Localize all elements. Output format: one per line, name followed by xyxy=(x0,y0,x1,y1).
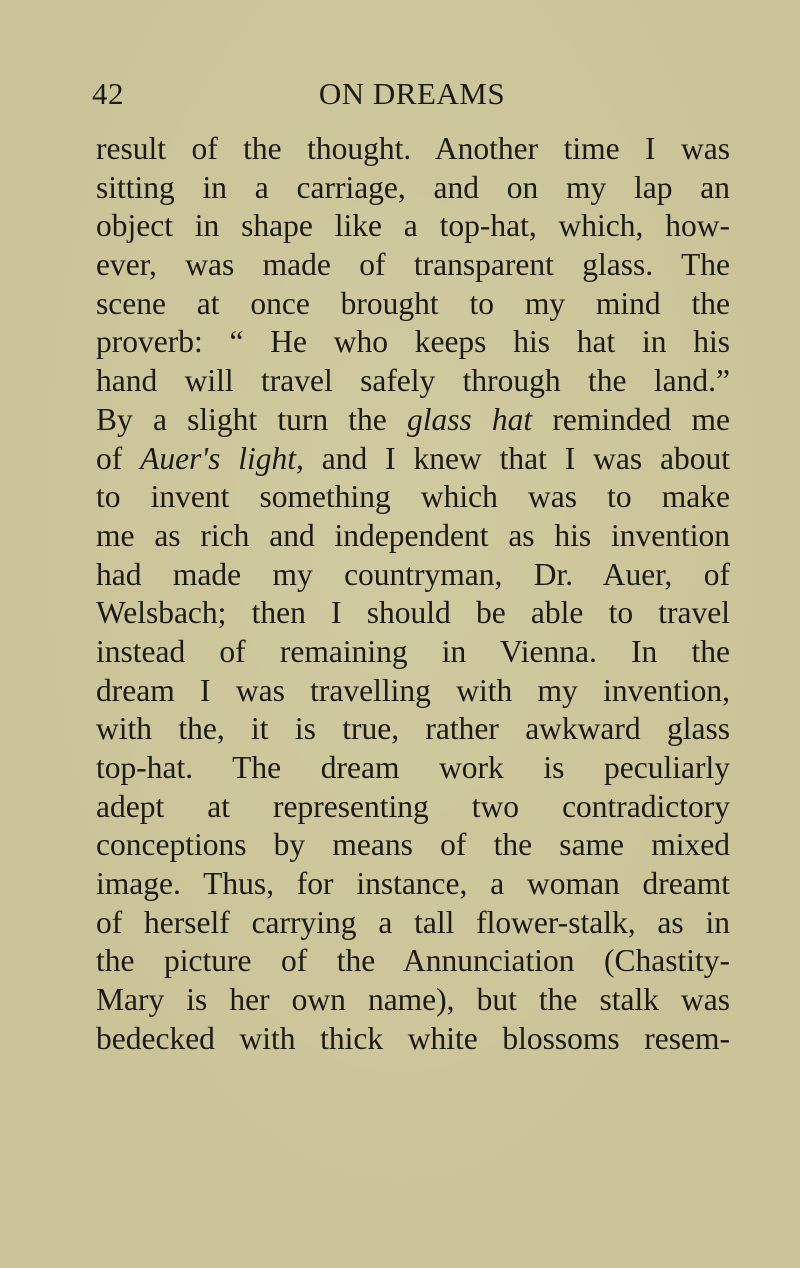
text-line: object in shape like a top-hat, which, how- xyxy=(96,208,730,244)
text-line: image. Thus, for instance, a woman dreamt xyxy=(96,866,730,902)
text-line: bedecked with thick white blossoms resem- xyxy=(96,1020,730,1056)
text-line: top-hat. The dream work is peculiarly xyxy=(96,750,730,785)
text-line: dream I was travelling with my invention, xyxy=(96,672,730,708)
italic-phrase: Auer's light, xyxy=(140,440,304,476)
text-segment: By a slight turn the xyxy=(96,401,407,437)
text-line: to invent something which was to make xyxy=(96,479,730,515)
text-segment: reminded me xyxy=(532,401,730,437)
text-line: result of the thought. Another time I was xyxy=(96,131,730,166)
page-header xyxy=(92,76,732,120)
text-line: hand will travel safely through the land.” xyxy=(96,363,730,399)
text-segment: and I knew that I was about xyxy=(303,440,730,476)
text-line: instead of remaining in Vienna. In the xyxy=(96,633,730,669)
text-line: conceptions by means of the same mixed xyxy=(96,827,730,863)
text-line: scene at once brought to my mind the xyxy=(96,285,730,321)
italic-phrase: glass hat xyxy=(406,401,533,437)
text-line: Mary is her own name), but the stalk was xyxy=(96,982,730,1018)
text-line: proverb: “ He who keeps his hat in his xyxy=(96,324,730,360)
text-line: ever, was made of transparent glass. The xyxy=(96,247,730,283)
text-line: had made my countryman, Dr. Auer, of xyxy=(96,556,730,592)
text-line: sitting in a carriage, and on my lap an xyxy=(96,169,730,205)
text-line: with the, it is true, rather awkward glass xyxy=(96,711,730,747)
text-line: of herself carrying a tall flower-stalk, as in xyxy=(96,904,730,940)
page-number: 42 xyxy=(92,76,124,111)
body-text xyxy=(96,130,730,1059)
text-line-with-italic xyxy=(96,401,730,440)
text-line: Welsbach; then I should be able to travel xyxy=(96,595,730,631)
text-segment: of xyxy=(96,440,141,476)
running-head: ON DREAMS xyxy=(318,76,506,111)
text-line: adept at representing two contradictory xyxy=(96,788,730,824)
text-line-with-italic xyxy=(96,440,730,479)
text-line: me as rich and independent as his invention xyxy=(96,517,730,553)
text-line: the picture of the Annunciation (Chastity- xyxy=(96,943,730,979)
